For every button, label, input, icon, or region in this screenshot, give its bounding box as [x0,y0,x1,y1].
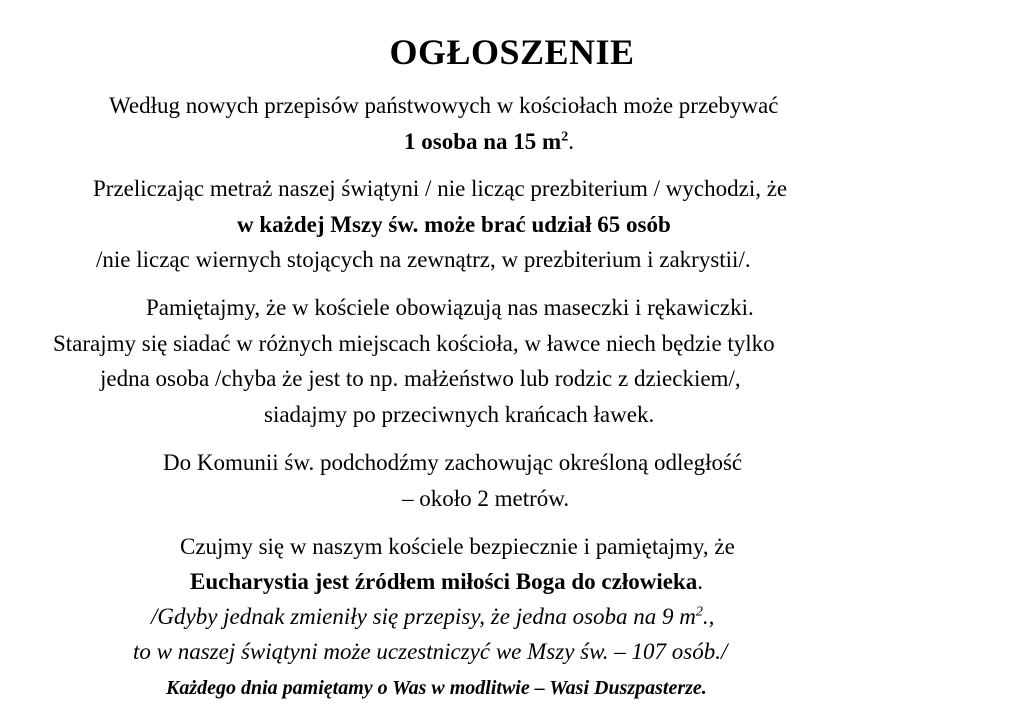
communion-text-1: Do Komunii św. podchodźmy zachowując określoną odległość [163,450,743,475]
alt-rule-text: /Gdyby jednak zmieniły się przepisy, że jedna osoba na 9 m [151,604,696,629]
seating-text-2: jedna osoba /chyba że jest to np. małżeństwo lub rodzic z dzieckiem/, [100,366,741,391]
mass-capacity-line [237,211,671,239]
capacity-value-line [404,128,574,156]
excluding-note [96,246,751,274]
alt-rule-line [151,603,714,631]
page-title: OGŁOSZENIE [389,32,635,72]
calculation-text [93,175,787,203]
closing-signature-line [166,674,707,702]
eucharist-statement: Eucharystia jest źródłem miłości Boga do człowieka [190,569,698,594]
capacity-period: . [568,129,574,154]
eucharist-line [190,568,703,596]
calculation-line: Przeliczając metraż naszej świątyni / nie licząc prezbiterium / wychodzi, że [93,176,788,201]
capacity-value: 1 osoba na 15 m [404,129,562,154]
seating-text-1: Starajmy się siadać w różnych miejscach kościoła, w ławce niech będzie tylko [53,331,775,356]
closing-signature-text: Każdego dnia pamiętamy o Was w modlitwie – Wasi Duszpasterze. [166,677,707,699]
alt-capacity-line [133,638,727,666]
safety-line [180,533,735,561]
seating-line-2 [100,365,741,393]
masks-gloves-text: Pamiętajmy, że w kościele obowiązują nas maseczki i rękawiczki. [146,295,754,320]
alt-rule-sup: 2 [695,604,703,620]
rule-capacity-line: Według nowych przepisów państwowych w kościołach może przebywać [109,93,779,118]
seating-text-3: siadajmy po przeciwnych krańcach ławek. [264,402,655,427]
seating-line-1 [53,330,775,358]
masks-gloves-line [146,294,754,322]
communion-line-2 [402,485,569,513]
excluding-note-text: /nie licząc wiernych stojących na zewnątrz, w prezbiterium i zakrystii/. [96,247,751,272]
communion-text-2: – około 2 metrów. [402,486,570,511]
capacity-unit-sup: 2 [561,129,569,145]
rule-capacity-text [109,92,778,120]
communion-line-1 [163,449,742,477]
seating-line-3 [264,401,654,429]
alt-rule-end: ., [702,604,715,629]
eucharist-period: . [697,569,703,594]
alt-capacity-text: to w naszej świątyni może uczestniczyć we Mszy św. – 107 osób./ [133,639,728,664]
safety-text: Czujmy się w naszym kościele bezpiecznie i pamiętajmy, że [180,534,735,559]
mass-capacity-value: w każdej Mszy św. może brać udział 65 osób [237,212,671,237]
